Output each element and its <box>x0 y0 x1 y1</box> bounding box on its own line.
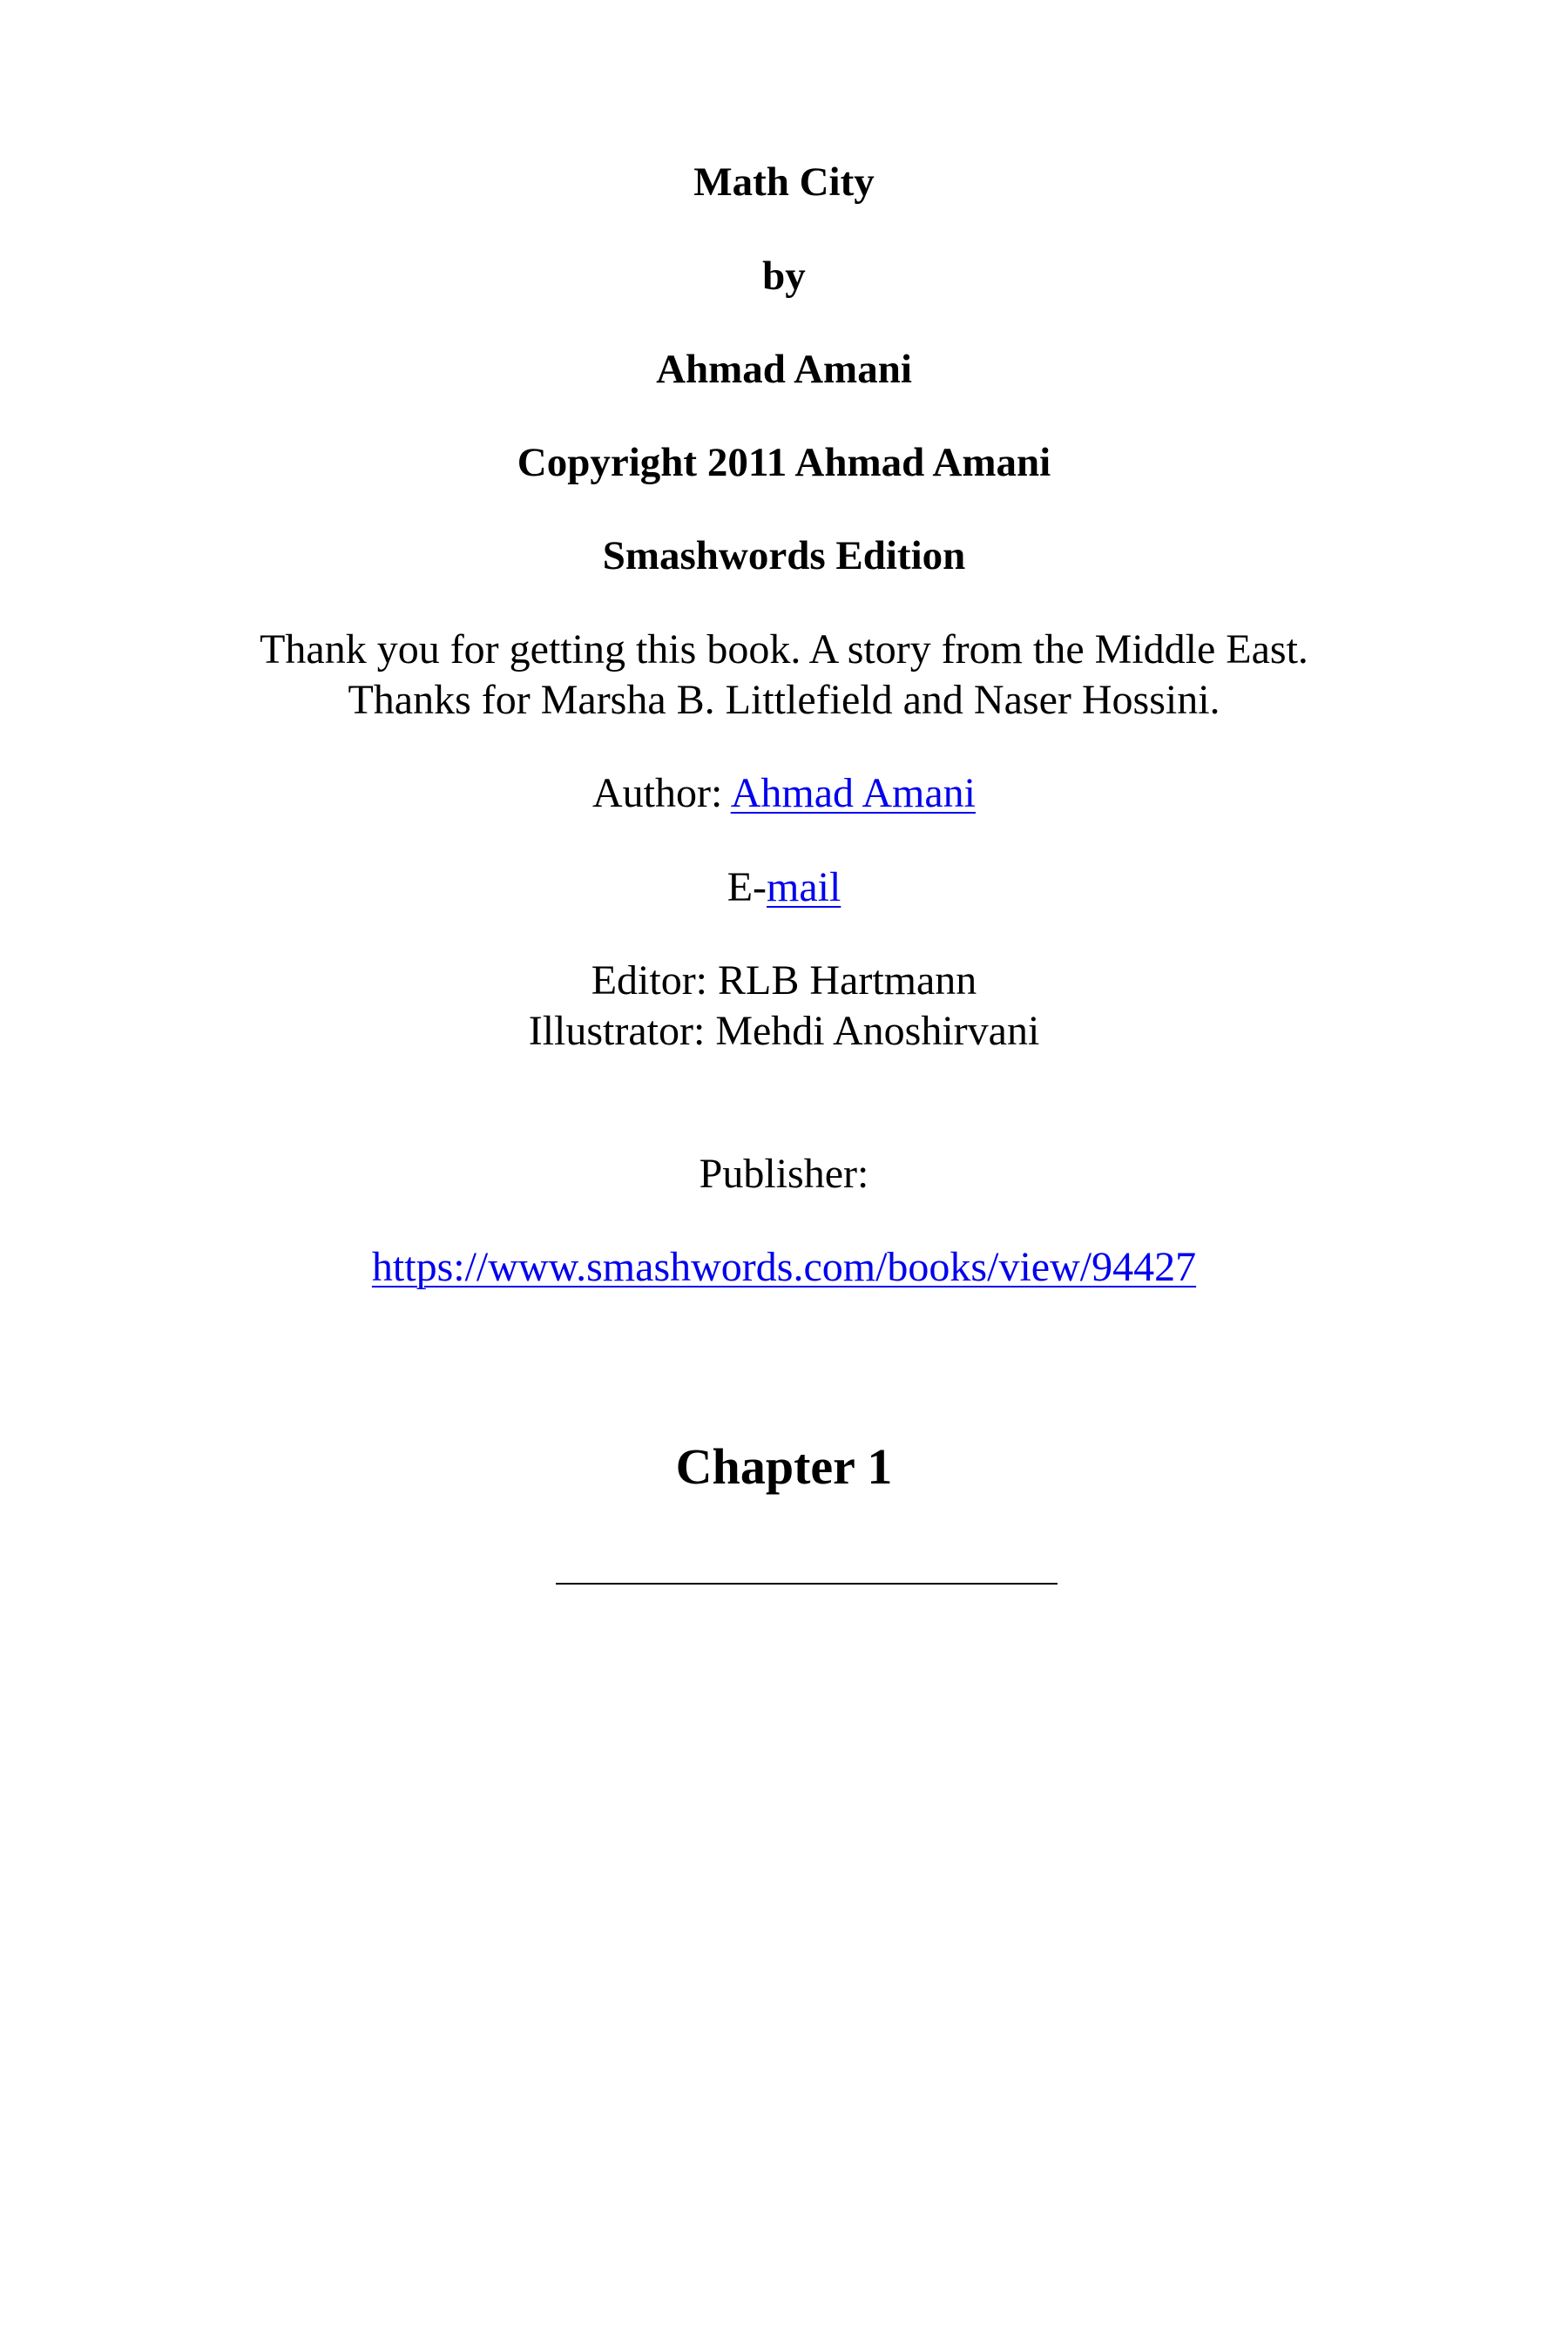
horizontal-rule <box>556 1583 1058 1585</box>
author-link[interactable]: Ahmad Amani <box>730 770 976 816</box>
copyright-notice: Copyright 2011 Ahmad Amani <box>517 440 1051 485</box>
publisher-label: Publisher: <box>699 1151 869 1197</box>
author-line <box>0 770 1568 816</box>
edition-notice: Smashwords Edition <box>602 533 966 578</box>
author-label: Author: <box>592 770 731 816</box>
email-link[interactable]: mail <box>767 864 841 910</box>
thanks-line-1: Thank you for getting this book. A story from the Middle East. <box>260 626 1308 672</box>
publisher-url-link[interactable]: https://www.smashwords.com/books/view/94427 <box>371 1244 1197 1290</box>
email-line <box>0 864 1568 910</box>
illustrator-credit: Illustrator: Mehdi Anoshirvani <box>528 1008 1040 1054</box>
book-title: Math City <box>693 159 875 205</box>
publisher-url-line <box>0 1244 1568 1290</box>
author-name: Ahmad Amani <box>656 347 912 392</box>
editor-credit: Editor: RLB Hartmann <box>591 957 977 1004</box>
email-prefix: E- <box>727 864 767 910</box>
thanks-line-2: Thanks for Marsha B. Littlefield and Naser Hossini. <box>348 677 1220 723</box>
by-line: by <box>762 253 806 299</box>
chapter-heading: Chapter 1 <box>675 1438 893 1495</box>
